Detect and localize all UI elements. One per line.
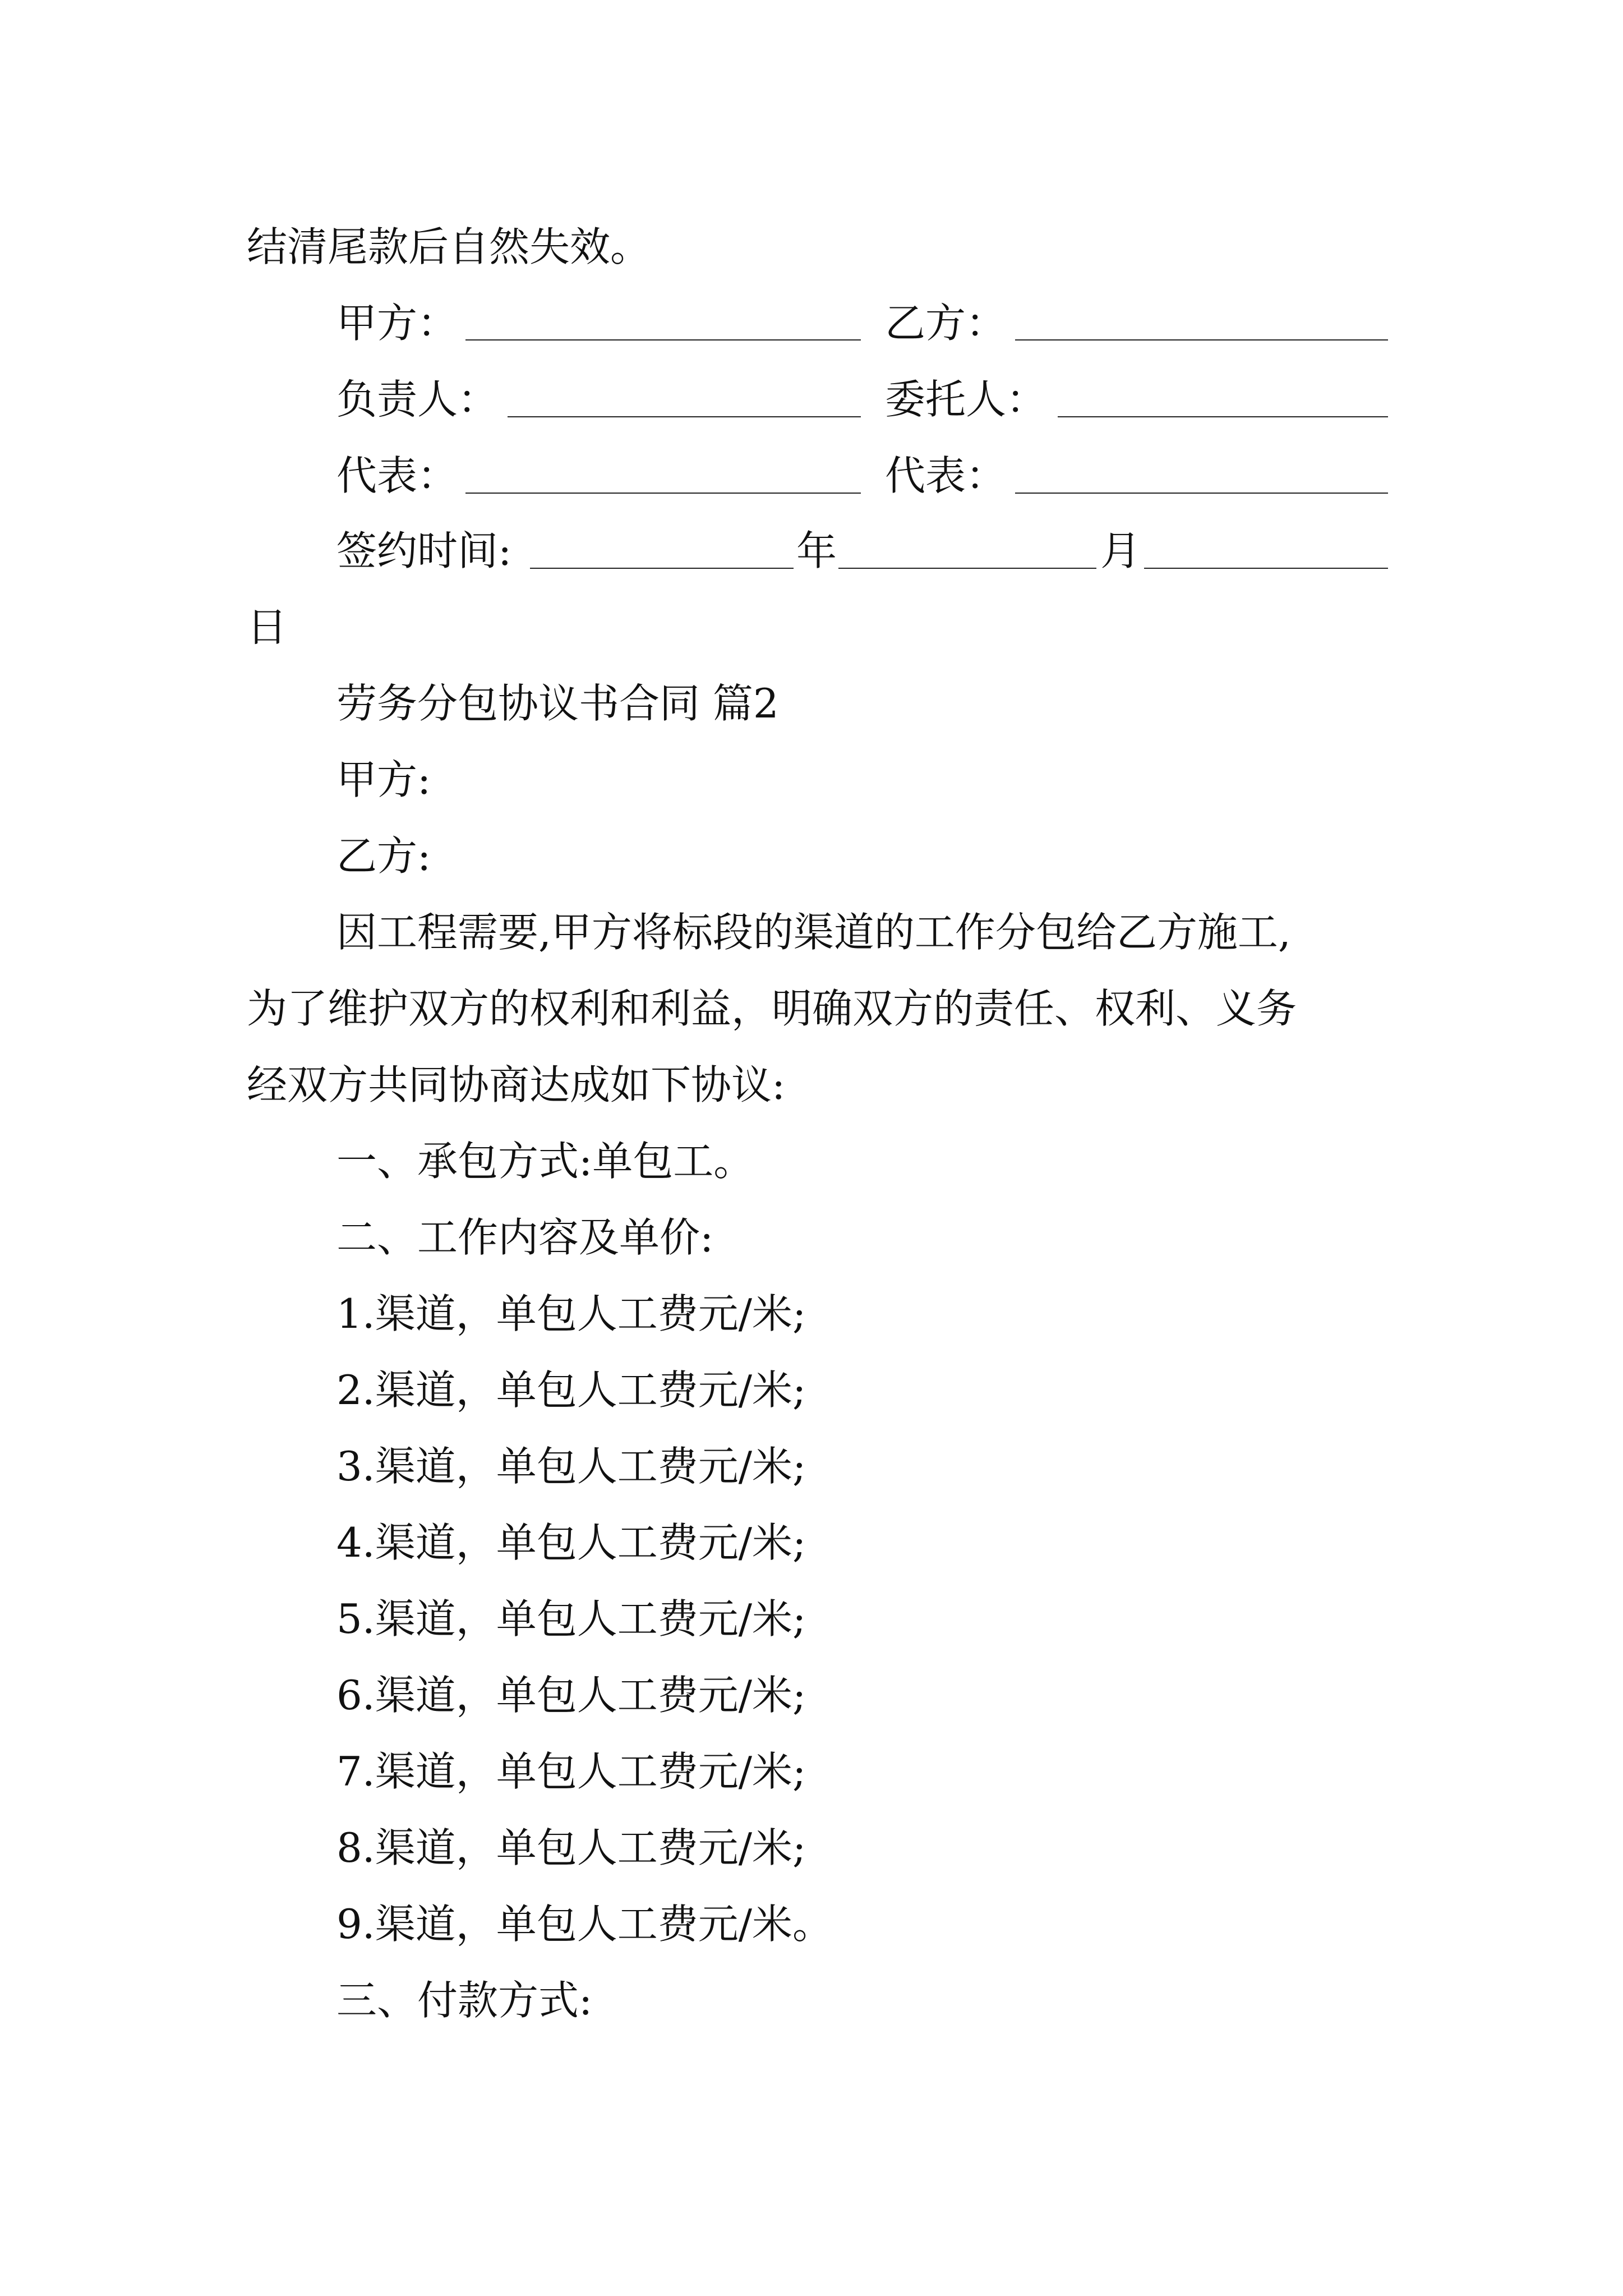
year-blank-line (530, 568, 794, 569)
year-label: 年 (796, 527, 837, 574)
month-label: 月 (1100, 527, 1141, 574)
list-item: 2.渠道，单包人工费元/米; (336, 1366, 806, 1414)
party-a-signature-line (465, 339, 861, 341)
intro-line-2: 为了维护双方的权利和利益，明确双方的责任、权利、义务 (247, 985, 1297, 1032)
sign-time-label: 签约时间: (336, 527, 512, 574)
list-item: 1.渠道，单包人工费元/米; (336, 1290, 806, 1337)
rep-b-label: 代表： (885, 452, 1007, 499)
agent-label: 委托人： (885, 376, 1047, 423)
agent-line (1058, 416, 1388, 417)
month-blank-line (838, 568, 1096, 569)
list-item: 8.渠道，单包人工费元/米; (336, 1824, 806, 1871)
list-item: 5.渠道，单包人工费元/米; (336, 1595, 806, 1642)
rep-b-line (1015, 493, 1388, 494)
day-label: 日 (247, 604, 288, 651)
rep-a-line (465, 493, 861, 494)
list-item: 7.渠道，单包人工费元/米; (336, 1748, 806, 1795)
list-item: 3.渠道，单包人工费元/米; (336, 1443, 806, 1490)
party-a-heading: 甲方: (336, 756, 431, 803)
clause-3: 三、付款方式: (336, 1977, 593, 2024)
list-item: 9.渠道，单包人工费元/米。 (336, 1901, 833, 1948)
party-a-label: 甲方： (336, 300, 458, 347)
party-b-signature-line (1015, 339, 1388, 341)
party-b-label: 乙方： (885, 300, 1007, 347)
intro-line-3: 经双方共同协商达成如下协议: (247, 1061, 786, 1108)
clause-1: 一、承包方式:单包工。 (336, 1138, 754, 1185)
person-in-charge-line (508, 416, 861, 417)
list-item: 4.渠道，单包人工费元/米; (336, 1519, 806, 1566)
person-in-charge-label: 负责人： (336, 376, 499, 423)
section-title: 劳务分包协议书合同 篇2 (336, 680, 779, 727)
party-b-heading: 乙方: (336, 832, 431, 880)
clause-2: 二、工作内容及单价: (336, 1214, 714, 1261)
list-item: 6.渠道，单包人工费元/米; (336, 1672, 806, 1719)
continuation-text: 结清尾款后自然失效。 (247, 223, 651, 270)
rep-a-label: 代表： (336, 452, 458, 499)
day-blank-line (1144, 568, 1388, 569)
intro-line-1: 因工程需要,甲方将标段的渠道的工作分包给乙方施工, (336, 909, 1291, 956)
